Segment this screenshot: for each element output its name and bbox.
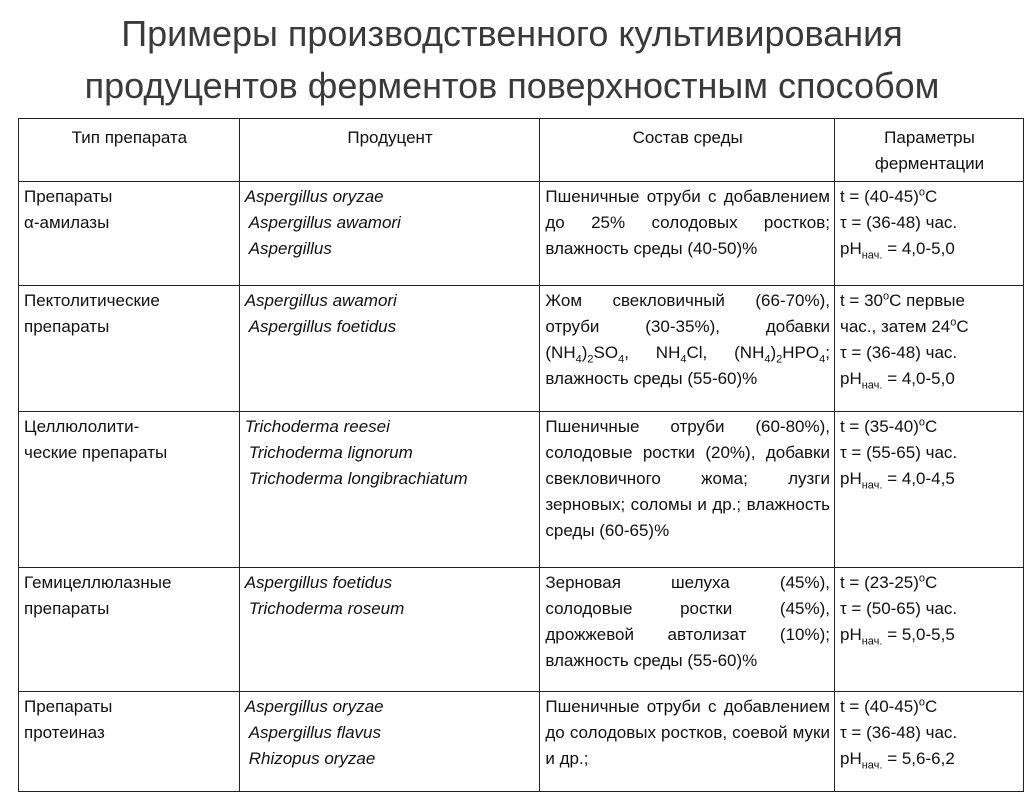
enzyme-table [18,118,1024,792]
table-row [19,568,1024,692]
cell-medium: Пшеничные отруби с добавлением до 25% солодовых ростков; влажность среды (40-50)% [540,182,835,286]
cell-medium: Пшеничные отруби (60-80%), солодовые ростки (20%), добавки свекловичного жома; лузги зерновых; соломы и др.; влажность среды (60-65)% [540,412,835,568]
cell-medium: Зерновая шелуха (45%), солодовые ростки (45%), дрожжевой автолизат (10%); влажность среды (55-60)% [540,568,835,692]
cell-medium: Жом свекловичный (66-70%), отруби (30-35%), добавки $(NH_4)_2SO_4$, $NH_4Cl$, $(NH_4)_2HPO_4$; влажность среды (55-60)% [540,286,835,412]
cell-type: Гемицеллюлазные препараты [19,568,240,692]
cell-producer: Aspergillus foetidus Trichoderma roseum [239,568,540,692]
table-row [19,182,1024,286]
table-row [19,412,1024,568]
cell-producer: Aspergillus oryzae Aspergillus awamori Aspergillus [239,182,540,286]
header-type: Тип препарата [19,119,240,182]
slide-title [0,8,1024,112]
table-row [19,286,1024,412]
cell-producer: Aspergillus awamori Aspergillus foetidus [239,286,540,412]
header-medium: Состав среды [540,119,835,182]
table-row [19,692,1024,792]
cell-type: Целлюлолити- ческие препараты [19,412,240,568]
header-producer: Продуцент [239,119,540,182]
cell-type: Препараты протеиназ [19,692,240,792]
cell-type: Препараты α-амилазы [19,182,240,286]
cell-medium: Пшеничные отруби с добавлением до солодовых ростков, соевой муки и др.; [540,692,835,792]
cell-producer: Aspergillus oryzae Aspergillus flavus Rhizopus oryzae [239,692,540,792]
cell-params: $t = (40-45)^oC$ τ = (36-48) час. $pH_{нач.} = 5,6-6,2$ [834,692,1023,792]
cell-producer: Trichoderma reesei Trichoderma lignorum Trichoderma longibrachiatum [239,412,540,568]
header-row [19,119,1024,182]
cell-params: $t = (40-45)^oC$ τ = (36-48) час. $pH_{нач.} = 4,0-5,0$ [834,182,1023,286]
cell-params: $t = 30^oC$ первые час., затем 24$^o$C τ = (36-48) час. $pH_{нач.} = 4,0-5,0$ [834,286,1023,412]
cell-type: Пектолитические препараты [19,286,240,412]
title-line-2: продуцентов ферментов поверхностным способом [84,65,940,106]
title-line-1: Примеры производственного культивирования [121,13,903,54]
cell-params: $t = (23-25)^oC$ τ = (50-65) час. $pH_{нач.} = 5,0-5,5$ [834,568,1023,692]
header-params: Параметры ферментации [834,119,1023,182]
cell-params: $t = (35-40)^oC$ τ = (55-65) час. $pH_{нач.} = 4,0-4,5$ [834,412,1023,568]
